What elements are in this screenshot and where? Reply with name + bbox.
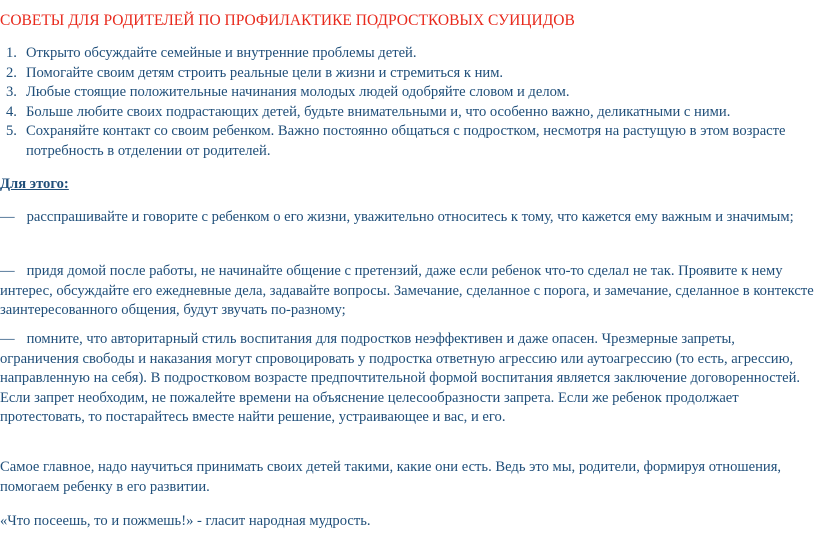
dash-marker: — xyxy=(0,209,15,225)
item-text: Сохраняйте контакт со своим ребенком. Важно постоянно общаться с подростком, несмотря на растущую в этом возрасте потребность в отделении от родителей. xyxy=(26,123,786,159)
item-number: 4. xyxy=(6,103,17,120)
item-text: Любые стоящие положительные начинания молодых людей одобряйте словом и делом. xyxy=(26,84,570,100)
item-number: 2. xyxy=(6,64,17,81)
item-text: Больше любите своих подрастающих детей, будьте внимательными и, что особенно важно, деликатными с ними. xyxy=(26,103,731,120)
item-number: 3. xyxy=(6,84,17,100)
dash-marker: — xyxy=(0,263,15,279)
for-this-heading: Для этого: xyxy=(0,176,69,192)
item-number: 5. xyxy=(6,123,17,139)
list-item xyxy=(0,103,810,123)
advice-text: расспрашивайте и говорите с ребенком о его жизни, уважительно относитесь к тому, что кажется ему важным и значимым; xyxy=(26,209,794,225)
advice-text: придя домой после работы, не начинайте общение с претензий, даже если ребенок что-то сделал не так. Проявите к нему интерес, обсуждайте его ежедневные дела, задавайте вопросы. Замечание, сделанное с порога, и замечание, сделанное в контексте заинтересованного общения, будут звучать по-разному; xyxy=(0,263,814,318)
dash-marker: — xyxy=(0,331,15,347)
item-text: Открыто обсуждайте семейные и внутренние проблемы детей. xyxy=(26,45,417,61)
advice-point xyxy=(0,330,816,428)
advice-point xyxy=(0,262,816,321)
list-item xyxy=(0,122,810,161)
main-thing-paragraph: Самое главное, надо научиться принимать своих детей такими, какие они есть. Ведь это мы, родители, формируя отношения, помогаем ребенку в его развитии. xyxy=(0,459,782,495)
list-item xyxy=(0,83,810,103)
proverb-paragraph: «Что посеешь, то и пожмешь!» - гласит народная мудрость. xyxy=(0,513,371,529)
advice-point xyxy=(0,208,816,228)
list-item xyxy=(0,64,810,84)
tips-list xyxy=(0,44,810,161)
list-item xyxy=(0,44,810,64)
advice-text: помните, что авторитарный стиль воспитания для подростков неэффективен и даже опасен. Чрезмерные запреты, ограничения свободы и наказания могут спровоцировать у подростка ответную агрессию или аутоагрессию (то есть, агрессию, направленную на себя). В подростковом возрасте предпочтительной формой воспитания является заключение договоренностей. Если запрет необходим, не пожалейте времени на объяснение целесообразности запрета. Если же ребенок продолжает протестовать, то постарайтесь вместе найти решение, устраивающее и вас, и его. xyxy=(0,331,801,425)
item-text: Помогайте своим детям строить реальные цели в жизни и стремиться к ним. xyxy=(26,64,504,81)
page-title: СОВЕТЫ ДЛЯ РОДИТЕЛЕЙ ПО ПРОФИЛАКТИКЕ ПОДРОСТКОВЫХ СУИЦИДОВ xyxy=(0,12,575,29)
item-number: 1. xyxy=(6,45,17,61)
